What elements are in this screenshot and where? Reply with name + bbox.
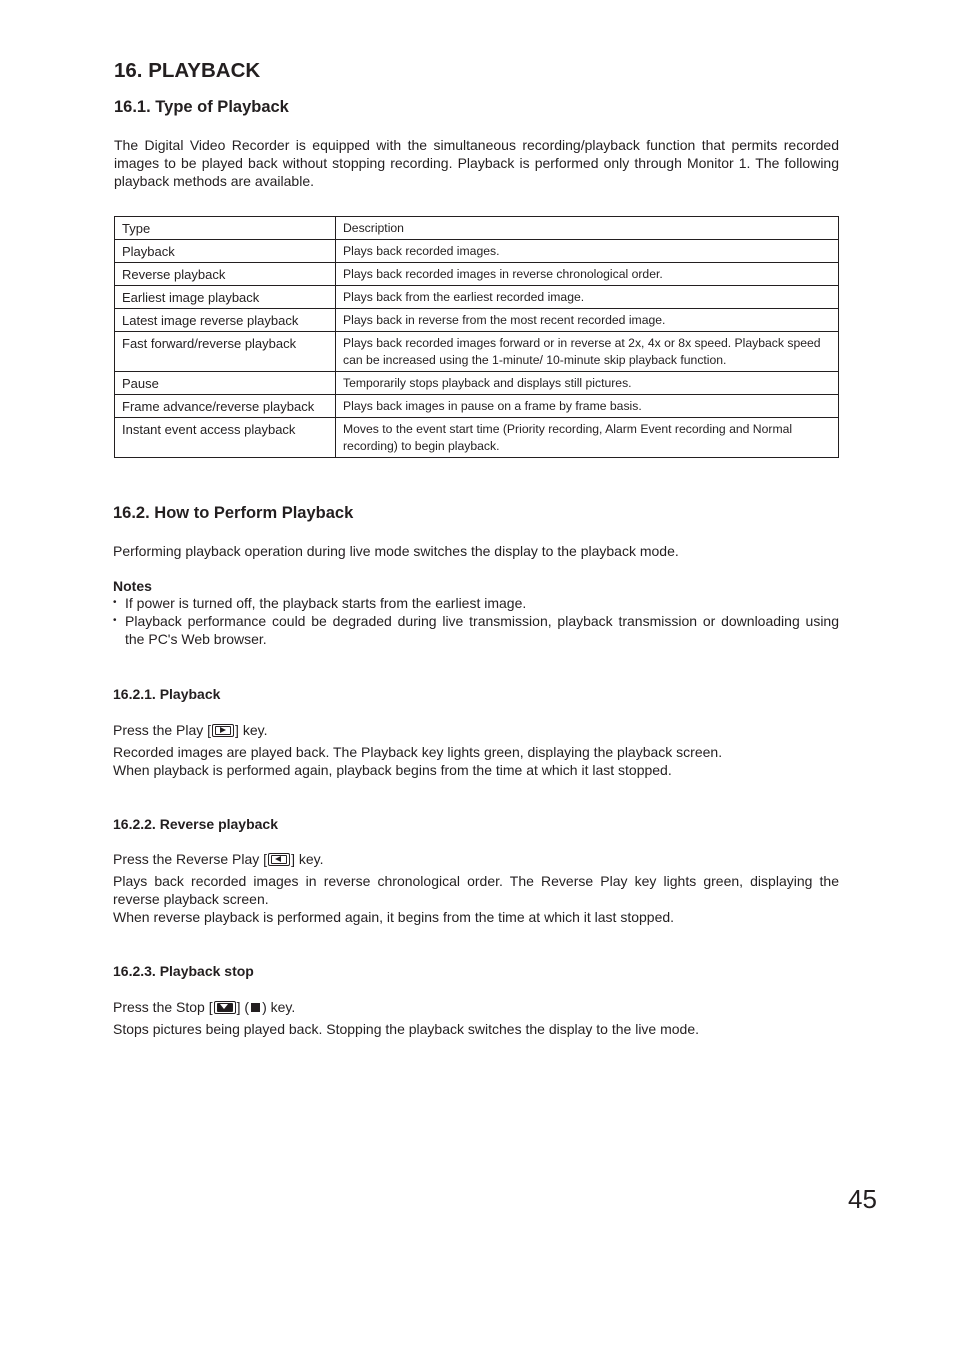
list-item: • If power is turned off, the playback starts from the earliest image. (113, 594, 839, 612)
table-row (115, 309, 839, 332)
reverse-play-key-icon (268, 853, 290, 866)
type-cell: Instant event access playback (115, 418, 336, 458)
page-number: 45 (848, 1184, 877, 1214)
playback-subheading: 16.2.1. Playback (113, 686, 221, 702)
description-line: Plays back recorded images in reverse chronological order. The Reverse Play key lights green, displaying the reverse playback screen. (113, 873, 839, 907)
description-cell: Plays back recorded images forward or in reverse at 2x, 4x or 8x speed. Playback speed can be increased using the 1-minute/ 10-minute skip playback function. (336, 332, 839, 372)
instruction-text: Press the Stop [ (113, 999, 213, 1015)
description-cell: Plays back in reverse from the most recent recorded image. (336, 309, 839, 332)
stop-square-icon (251, 1003, 260, 1012)
list-item: • Playback performance could be degraded during live transmission, playback transmission or downloading using the PC's Web browser. (113, 612, 839, 648)
type-intro-paragraph: The Digital Video Recorder is equipped with the simultaneous recording/playback function that permits recorded images to be played back without stopping recording. Playback is performed only through Monitor 1. The following playback methods are available. (114, 137, 839, 189)
instruction-text: ] key. (235, 722, 268, 738)
notes-block (113, 578, 839, 648)
description-cell: Plays back recorded images in reverse chronological order. (336, 263, 839, 286)
instruction-text: Press the Reverse Play [ (113, 851, 268, 867)
page-title: 16. PLAYBACK (114, 59, 261, 82)
reverse-instruction (113, 850, 323, 868)
type-cell: Playback (115, 240, 336, 263)
play-key-icon (212, 724, 234, 737)
type-cell: Frame advance/reverse playback (115, 395, 336, 418)
description-cell: Temporarily stops playback and displays still pictures. (336, 372, 839, 395)
table-row (115, 395, 839, 418)
playback-types-table (114, 216, 839, 458)
how-to-perform-heading: 16.2. How to Perform Playback (113, 504, 354, 522)
instruction-text: ] ( (236, 999, 250, 1015)
how-intro-paragraph: Performing playback operation during live mode switches the display to the playback mode. (113, 543, 679, 559)
stop-description: Stops pictures being played back. Stopping the playback switches the display to the live mode. (113, 1021, 700, 1037)
description-cell: Plays back images in pause on a frame by frame basis. (336, 395, 839, 418)
description-line: When reverse playback is performed again, it begins from the time at which it last stopped. (113, 909, 675, 925)
type-cell: Reverse playback (115, 263, 336, 286)
instruction-text: Press the Play [ (113, 722, 212, 738)
type-cell: Pause (115, 372, 336, 395)
type-cell: Earliest image playback (115, 286, 336, 309)
table-header-cell: Description (336, 217, 839, 240)
table-row (115, 372, 839, 395)
description-cell: Moves to the event start time (Priority recording, Alarm Event recording and Normal recording) to begin playback. (336, 418, 839, 458)
table-row (115, 263, 839, 286)
description-line: When playback is performed again, playback begins from the time at which it last stopped. (113, 762, 672, 778)
description-cell: Plays back from the earliest recorded image. (336, 286, 839, 309)
notes-list (113, 594, 839, 648)
playback-stop-subheading: 16.2.3. Playback stop (113, 963, 254, 979)
description-cell: Plays back recorded images. (336, 240, 839, 263)
playback-description (113, 743, 839, 779)
playback-instruction (113, 721, 267, 739)
table-row (115, 286, 839, 309)
type-cell: Fast forward/reverse playback (115, 332, 336, 372)
stop-instruction (113, 998, 295, 1016)
table-row (115, 332, 839, 372)
type-cell: Latest image reverse playback (115, 309, 336, 332)
reverse-playback-subheading: 16.2.2. Reverse playback (113, 816, 279, 832)
reverse-description (113, 872, 839, 926)
instruction-text: ] key. (291, 851, 324, 867)
description-line: Recorded images are played back. The Playback key lights green, displaying the playback screen. (113, 744, 723, 760)
instruction-text: ) key. (262, 999, 296, 1015)
notes-title: Notes (113, 578, 152, 594)
stop-key-icon (214, 1001, 236, 1014)
table-header-cell: Type (115, 217, 336, 240)
table-row (115, 240, 839, 263)
table-header-row (115, 217, 839, 240)
type-of-playback-heading: 16.1. Type of Playback (114, 98, 289, 116)
table-row (115, 418, 839, 458)
